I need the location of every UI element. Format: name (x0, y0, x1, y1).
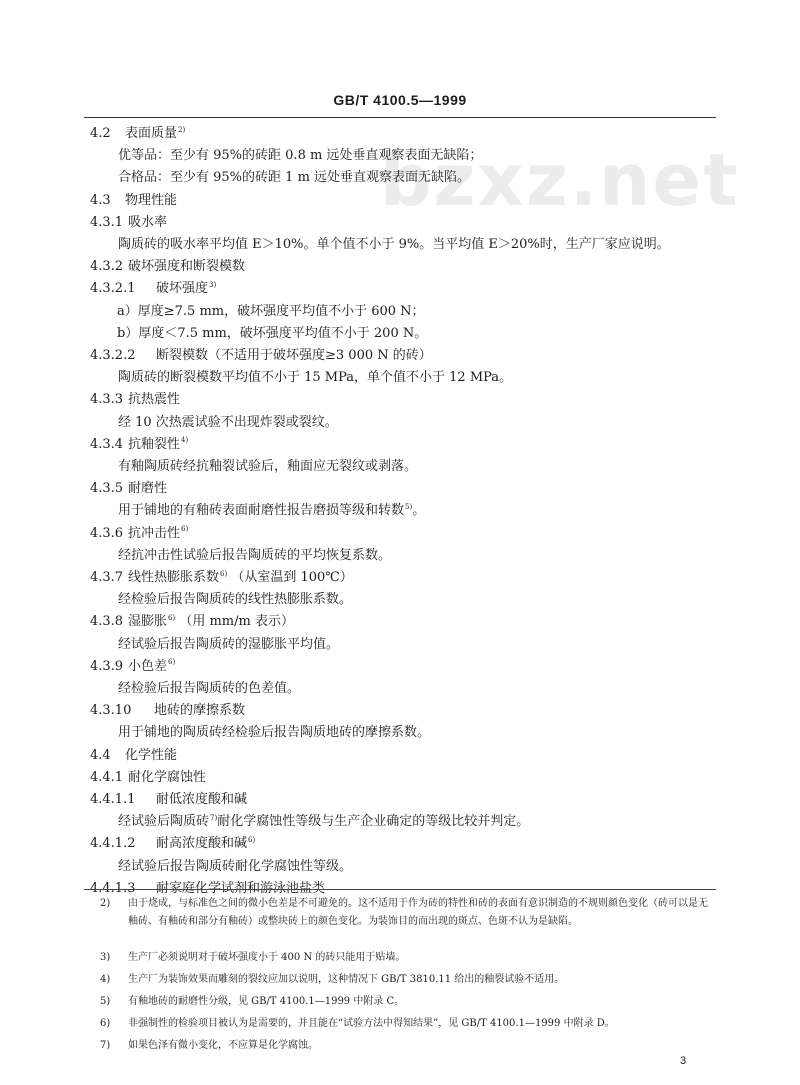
section-number: 4.3.5 (90, 481, 124, 497)
footnote (100, 1015, 714, 1033)
section-title-text: 破坏强度和断裂模数 (128, 259, 246, 275)
section-title-text: 抗釉裂性 (128, 436, 181, 452)
section-number: 4.3.2.2 (90, 348, 136, 363)
paragraph-text-main: b）厚度＜7.5 mm，破坏强度平均值不小于 200 N。 (117, 325, 428, 341)
section-title-tail: （用 mm/m 表示） (175, 614, 294, 630)
footnote-ref: 5) (405, 503, 413, 512)
paragraph-text-main: 经试验后报告陶质砖耐化学腐蚀性等级。 (118, 858, 353, 874)
footnote-text: 由于烧成，与标准色之间的微小色差是不可避免的。这不适用于作为砖的特性和砖的表面有意识制造的不规则颜色变化（砖可以是无釉砖、有釉砖和部分有釉砖）或整块砖上的颜色变化。为装饰目的而出现的斑点、色斑不认为是缺陷。 (128, 898, 708, 927)
section-number: 4.3.3 (90, 392, 124, 408)
paragraph-text (118, 590, 352, 610)
paragraph-text-main: 经检验后报告陶质砖的线性热膨胀系数。 (118, 592, 353, 608)
section-number: 4.4.1 (90, 769, 124, 785)
paragraph-text (118, 723, 430, 743)
header-rule (84, 117, 716, 118)
paragraph-text-main: 用于铺地的有釉砖表面耐磨性报告磨损等级和转数 (118, 503, 405, 519)
section-title-text: 耐高浓度酸和碱 (156, 836, 248, 852)
paragraph-text (117, 302, 425, 322)
section-title (128, 479, 167, 499)
paragraph-text-main: 经试验后报告陶质砖的湿膨胀平均值。 (118, 636, 340, 652)
paragraph-text (118, 368, 512, 388)
section-title (128, 435, 188, 455)
section-number: 4.3.9 (90, 658, 124, 674)
section-title (156, 346, 432, 366)
section-title-text: 破坏强度 (156, 281, 209, 297)
footnote (100, 895, 714, 931)
section-number: 4.3.2.1 (90, 281, 136, 297)
section-title-text: 吸水率 (128, 214, 168, 230)
paragraph-text-tail: 耐化学腐蚀性等级与生产企业确定的等级比较并判定。 (217, 814, 530, 830)
section-title-text: 耐磨性 (128, 481, 168, 497)
section-title (128, 213, 167, 233)
section-number: 4.4.1.2 (90, 836, 136, 852)
section-number: 4.2 (90, 126, 111, 141)
paragraph-text (118, 501, 425, 521)
paragraph-text (118, 413, 338, 433)
section-title-text: 耐家庭化学试剂和游泳池盐类 (156, 880, 326, 896)
paragraph-text (118, 146, 482, 166)
section-title (125, 746, 177, 766)
section-title-text: 抗冲击性 (128, 525, 181, 541)
section-number: 4.3.8 (90, 614, 124, 630)
section-number: 4.3.6 (90, 525, 124, 541)
section-title (156, 790, 247, 810)
section-title (125, 191, 177, 211)
section-title (128, 568, 353, 588)
page-header-title: GB/T 4100.5—1999 (333, 92, 467, 108)
footnote (100, 949, 714, 967)
section-number: 4.3.1 (90, 214, 124, 230)
footnote-number: 2) (100, 898, 111, 909)
paragraph-text (118, 635, 339, 655)
footnote-ref: 7) (210, 813, 218, 822)
paragraph-text (118, 812, 529, 832)
footnote-ref: 4) (181, 436, 189, 445)
section-title-text: 化学性能 (125, 747, 178, 763)
section-title-text: 抗热震性 (128, 392, 181, 408)
section-title (156, 834, 255, 854)
section-title-text: 物理性能 (125, 192, 178, 208)
footnote (100, 1037, 714, 1055)
section-title-text: 耐化学腐蚀性 (128, 769, 207, 785)
paragraph-text (118, 546, 391, 566)
paragraph-text (118, 457, 417, 477)
section-number: 4.3.4 (90, 436, 124, 452)
footnote (100, 993, 714, 1011)
section-title-text: 断裂模数（不适用于破坏强度≥3 000 N 的砖） (156, 348, 432, 363)
paragraph-text (118, 857, 352, 877)
footnote-text: 有釉地砖的耐磨性分级，见 GB/T 4100.1—1999 中附录 C。 (128, 996, 405, 1007)
paragraph-text-main: 经检验后报告陶质砖的色差值。 (118, 681, 301, 696)
footnote-text: 非强制性的检验项目被认为是需要的，并且能在“试验方法中得知结果”，见 GB/T 4100.1—1999 中附录 D。 (128, 1018, 615, 1029)
paragraph-text (118, 235, 670, 255)
section-title (154, 701, 245, 721)
section-title-text: 地砖的摩擦系数 (154, 703, 246, 719)
paragraph-text-main: 优等品：至少有 95%的砖距 0.8 m 远处垂直观察表面无缺陷； (118, 148, 483, 164)
footnote-ref: 6) (168, 614, 176, 623)
footnote-text: 如果色泽有微小变化，不应算是化学腐蚀。 (128, 1040, 318, 1051)
section-title-tail: （从室温到 100℃） (227, 570, 353, 585)
section-number: 4.3 (90, 192, 111, 208)
footnote (100, 971, 714, 989)
section-title (128, 390, 180, 410)
footnote-number: 4) (100, 974, 111, 985)
paragraph-text-main: 经试验后陶质砖 (118, 814, 210, 830)
section-number: 4.3.10 (90, 703, 132, 719)
paragraph-text-main: 经抗冲击性试验后报告陶质砖的平均恢复系数。 (118, 547, 392, 563)
footnote-number: 7) (100, 1040, 111, 1051)
paragraph-text (117, 324, 427, 344)
section-title (128, 657, 175, 677)
paragraph-text (118, 168, 470, 188)
section-number: 4.4 (90, 747, 111, 763)
footnote-number: 6) (100, 1018, 111, 1029)
paragraph-text (118, 679, 300, 699)
section-title (156, 279, 216, 299)
paragraph-text-main: 陶质砖的吸水率平均值 E＞10%。单个值不小于 9%。当平均值 E＞20%时，生产厂家应说明。 (118, 237, 670, 252)
paragraph-text-main: 合格品：至少有 95%的砖距 1 m 远处垂直观察表面无缺陷。 (118, 170, 471, 186)
paragraph-text-tail: 。 (412, 503, 426, 519)
section-title (125, 124, 185, 144)
section-title-text: 线性热膨胀系数 (128, 570, 220, 585)
section-number: 4.4.1.3 (90, 880, 136, 896)
section-number: 4.4.1.1 (90, 792, 136, 807)
footnote-ref: 6) (248, 836, 256, 845)
footnote-number: 3) (100, 952, 111, 963)
footnote-ref: 3) (209, 281, 217, 290)
footnote-ref: 2) (178, 125, 186, 134)
footnote-ref: 6) (220, 569, 228, 578)
page-number: 3 (680, 1055, 687, 1067)
footnote-ref: 6) (181, 525, 189, 534)
paragraph-text-main: 陶质砖的断裂模数平均值不小于 15 MPa，单个值不小于 12 MPa。 (118, 370, 513, 386)
section-number: 4.3.7 (90, 570, 124, 585)
section-title (128, 768, 206, 788)
paragraph-text-main: 经 10 次热震试验不出现炸裂或裂纹。 (118, 414, 338, 430)
footnote-ref: 6) (168, 658, 176, 667)
section-title-text: 小色差 (128, 658, 168, 674)
section-title-text: 耐低浓度酸和碱 (156, 792, 248, 807)
paragraph-text-main: 有釉陶质砖经抗釉裂试验后，釉面应无裂纹或剥落。 (118, 459, 418, 474)
footnote-rule (84, 889, 716, 890)
section-number: 4.3.2 (90, 259, 124, 275)
section-title (128, 524, 188, 544)
section-title-text: 湿膨胀 (128, 614, 168, 630)
paragraph-text-main: a）厚度≥7.5 mm，破坏强度平均值不小于 600 N； (117, 303, 425, 319)
section-title (128, 612, 294, 632)
watermark: bzxz.net (380, 138, 740, 222)
footnote-text: 生产厂为装饰效果而雕刻的裂纹应加以说明，这种情况下 GB/T 3810.11 给出的釉裂试验不适用。 (128, 974, 565, 985)
footnote-text: 生产厂必须说明对于破坏强度小于 400 N 的砖只能用于贴墙。 (128, 952, 406, 963)
section-title (128, 257, 245, 277)
section-title-text: 表面质量 (125, 126, 178, 141)
footnote-number: 5) (100, 996, 111, 1007)
paragraph-text-main: 用于铺地的陶质砖经检验后报告陶质地砖的摩擦系数。 (118, 725, 431, 741)
